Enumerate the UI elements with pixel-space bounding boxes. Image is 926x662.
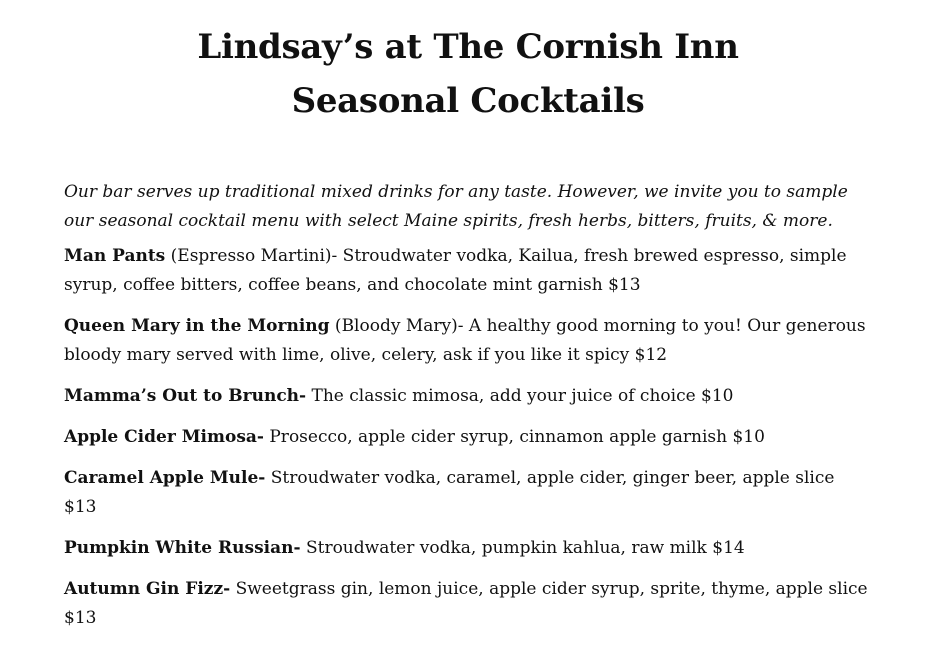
cocktail-item-queen-mary	[64, 312, 872, 370]
cocktail-style: (Bloody Mary)	[329, 316, 458, 336]
cocktail-name: Mamma’s Out to Brunch-	[64, 386, 307, 406]
cocktail-item-caramel-apple-mule	[64, 464, 872, 522]
cocktail-list	[64, 242, 872, 633]
cocktail-item-autumn-gin-fizz	[64, 575, 872, 633]
cocktail-description: Stroudwater vodka, caramel, apple cider, ginger beer, apple slice $13	[64, 468, 835, 517]
cocktail-name: Apple Cider Mimosa-	[64, 427, 264, 447]
page-title	[64, 20, 872, 128]
menu-page	[0, 20, 926, 662]
cocktail-description: Sweetgrass gin, lemon juice, apple cider syrup, sprite, thyme, apple slice $13	[64, 579, 868, 628]
cocktail-description: Stroudwater vodka, pumpkin kahlua, raw milk $14	[300, 538, 745, 558]
cocktail-name: Caramel Apple Mule-	[64, 468, 266, 488]
cocktail-name: Pumpkin White Russian-	[64, 538, 301, 558]
cocktail-description: - Stroudwater vodka, Kailua, fresh brewed espresso, simple syrup, coffee bitters, coffee beans, and chocolate mint garnish $13	[64, 246, 847, 295]
cocktail-description: Prosecco, apple cider syrup, cinnamon apple garnish $10	[263, 427, 765, 447]
title-line-menu: Seasonal Cocktails	[291, 81, 645, 121]
cocktail-item-mammas-out-to-brunch	[64, 382, 872, 411]
cocktail-item-pumpkin-white-russian	[64, 534, 872, 563]
cocktail-name: Queen Mary in the Morning	[64, 316, 330, 336]
cocktail-description: - A healthy good morning to you! Our generous bloody mary served with lime, olive, celery, ask if you like it spicy $12	[64, 316, 866, 365]
menu-intro: Our bar serves up traditional mixed drinks for any taste. However, we invite you to sample our seasonal cocktail menu with select Maine spirits, fresh herbs, bitters, fruits, & more.	[64, 182, 848, 231]
title-line-restaurant: Lindsay’s at The Cornish Inn	[197, 27, 739, 67]
cocktail-style: (Espresso Martini)	[165, 246, 332, 266]
cocktail-item-apple-cider-mimosa	[64, 423, 872, 452]
cocktail-name: Man Pants	[64, 246, 166, 266]
cocktail-name: Autumn Gin Fizz-	[64, 579, 231, 599]
cocktail-item-man-pants	[64, 242, 872, 300]
cocktail-description: The classic mimosa, add your juice of choice $10	[306, 386, 734, 406]
